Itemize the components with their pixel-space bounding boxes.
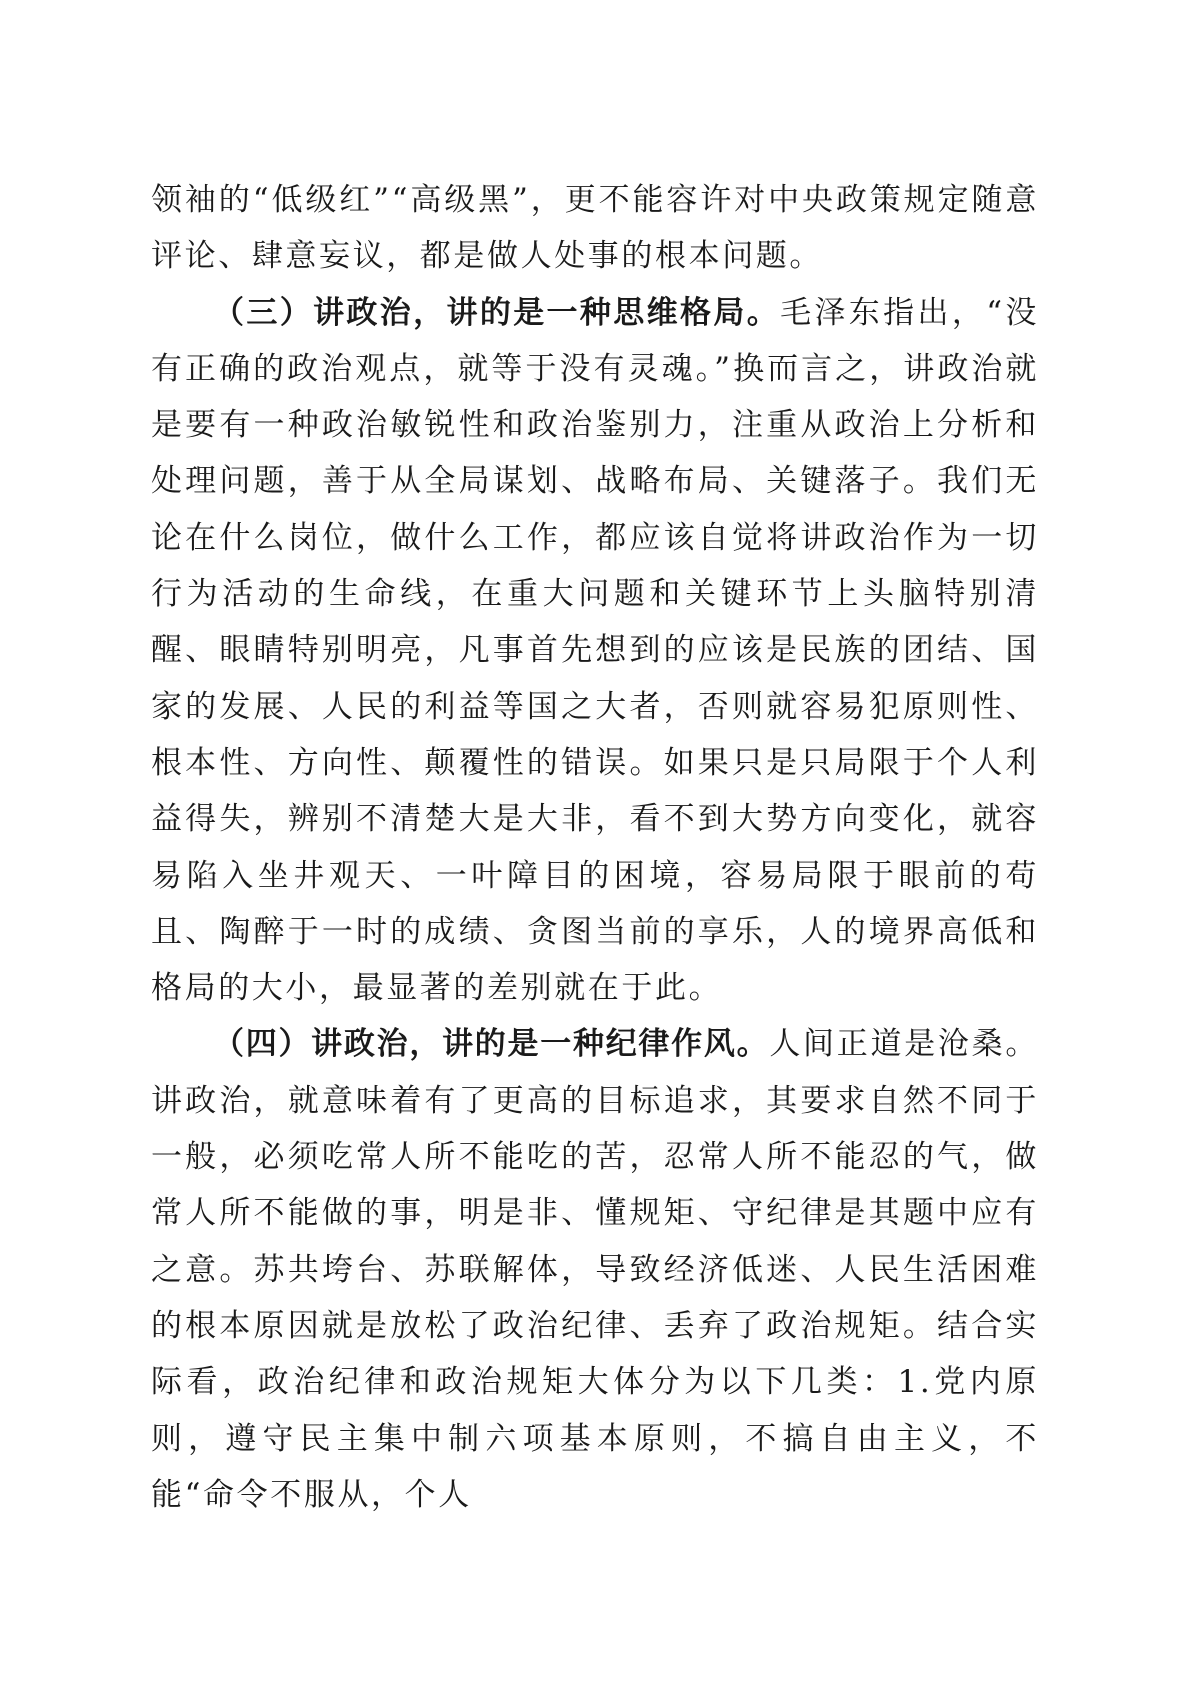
document-body	[151, 172, 1039, 1523]
paragraph-section-three	[151, 285, 1039, 1017]
section-heading: （四）讲政治，讲的是一种纪律作风。	[213, 1026, 770, 1063]
paragraph-section-four	[151, 1016, 1039, 1523]
paragraph-continuation	[151, 172, 1039, 285]
paragraph-text: 人间正道是沧桑。讲政治，就意味着有了更高的目标追求，其要求自然不同于一般，必须吃常人所不能吃的苦，忍常人所不能忍的气，做常人所不能做的事，明是非、懂规矩、守纪律是其题中应有之意。苏共垮台、苏联解体，导致经济低迷、人民生活困难的根本原因就是放松了政治纪律、丢弃了政治规矩。结合实际看，政治纪律和政治规矩大体分为以下几类：1.党内原则，遵守民主集中制六项基本原则，不搞自由主义，不能“命令不服从，个人	[151, 1026, 1039, 1513]
paragraph-text: 领袖的“低级红”“高级黑”，更不能容许对中央政策规定随意评论、肆意妄议，都是做人处事的根本问题。	[151, 182, 1039, 275]
paragraph-text: 毛泽东指出，“没有正确的政治观点，就等于没有灵魂。”换而言之，讲政治就是要有一种政治敏锐性和政治鉴别力，注重从政治上分析和处理问题，善于从全局谋划、战略布局、关键落子。我们无论在什么岗位，做什么工作，都应该自觉将讲政治作为一切行为活动的生命线，在重大问题和关键环节上头脑特别清醒、眼睛特别明亮，凡事首先想到的应该是民族的团结、国家的发展、人民的利益等国之大者，否则就容易犯原则性、根本性、方向性、颠覆性的错误。如果只是只局限于个人利益得失，辨别不清楚大是大非，看不到大势方向变化，就容易陷入坐井观天、一叶障目的困境，容易局限于眼前的苟且、陶醉于一时的成绩、贪图当前的享乐，人的境界高低和格局的大小，最显著的差别就在于此。	[151, 294, 1040, 1007]
section-heading: （三）讲政治，讲的是一种思维格局。	[213, 294, 781, 331]
